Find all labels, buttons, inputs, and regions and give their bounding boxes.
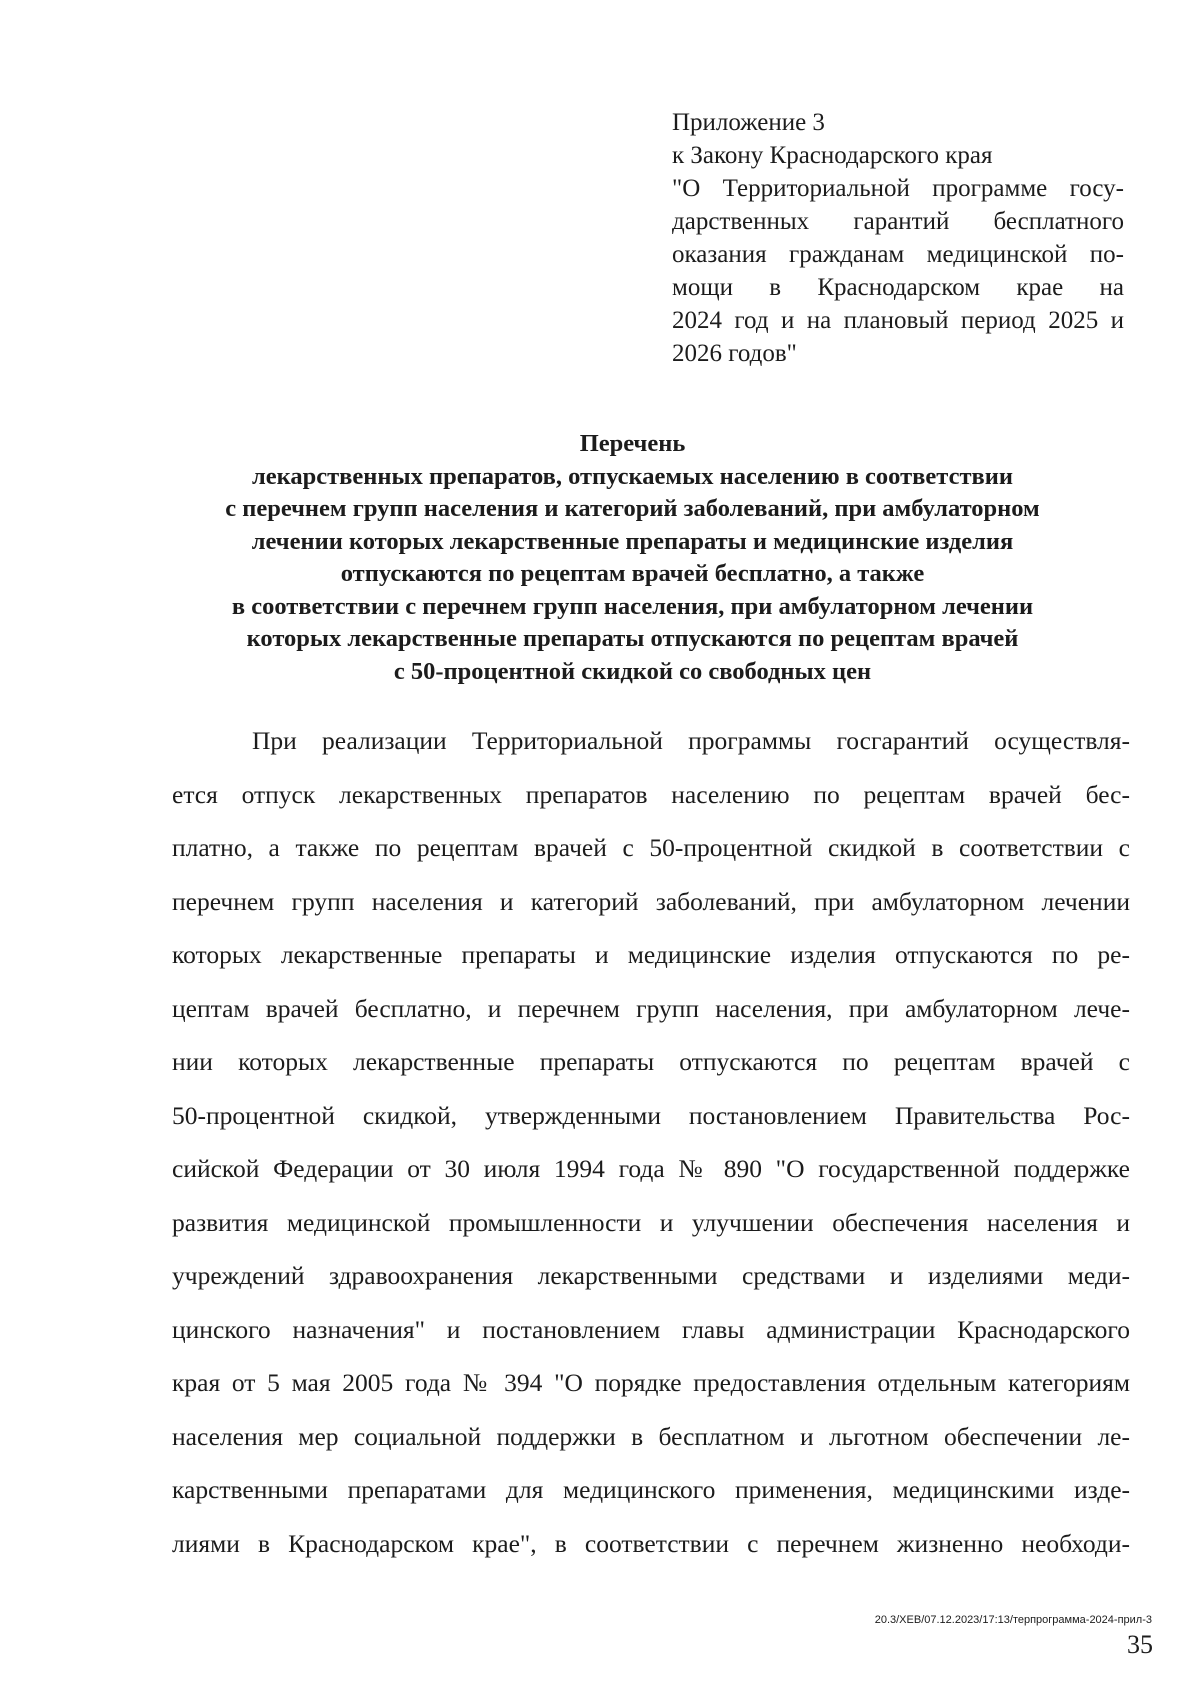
appendix-line: 2026 годов" — [672, 340, 797, 367]
document-code: 20.3/ХЕВ/07.12.2023/17:13/терпрограмма-2024-прил-3 — [874, 1614, 1152, 1626]
heading-line: отпускаются по рецептам врачей бесплатно, а также — [340, 560, 925, 587]
body-line: лиями в Краснодарском крае", в соответствии с перечнем жизненно необходи- — [172, 1528, 1130, 1558]
heading-line: с перечнем групп населения и категорий заболеваний, при амбулаторном — [225, 495, 1040, 522]
body-line: учреждений здравоохранения лекарственными средствами и изделиями меди- — [172, 1261, 1130, 1290]
body-line: развития медицинской промышленности и улучшении обеспечения населения и — [172, 1207, 1130, 1237]
heading-line: которых лекарственные препараты отпускаются по рецептам врачей — [246, 625, 1019, 652]
appendix-line: дарственных гарантий бесплатного — [672, 208, 1124, 235]
appendix-reference — [672, 106, 1124, 370]
appendix-line: "О Территориальной программе госу- — [672, 175, 1124, 202]
heading-line: лекарственных препаратов, отпускаемых населению в соответствии — [252, 462, 1013, 490]
body-paragraph — [172, 714, 1130, 1570]
body-line: сийской Федерации от 30 июля 1994 года № 890 "О государственной поддержке — [172, 1154, 1130, 1183]
body-line: карственными препаратами для медицинского применения, медицинскими изде- — [172, 1475, 1130, 1504]
body-line: При реализации Территориальной программы госгарантий осуществля- — [252, 726, 1130, 755]
body-line: 50-процентной скидкой, утвержденными постановлением Правительства Рос- — [172, 1100, 1130, 1130]
document-heading — [150, 428, 1115, 688]
body-line: перечнем групп населения и категорий заболеваний, при амбулаторном лечении — [172, 886, 1130, 916]
appendix-line: к Закону Краснодарского края — [672, 142, 993, 169]
body-line: которых лекарственные препараты и медицинские изделия отпускаются по ре- — [172, 940, 1130, 969]
heading-line: в соответствии с перечнем групп населения, при амбулаторном лечении — [231, 592, 1034, 620]
body-line: цинского назначения" и постановлением главы администрации Краснодарского — [172, 1314, 1130, 1344]
page-number: 35 — [1127, 1630, 1153, 1659]
body-line: населения мер социальной поддержки в бесплатном и льготном обеспечении ле- — [172, 1421, 1130, 1451]
body-line: края от 5 мая 2005 года № 394 "О порядке предоставления отдельным категориям — [172, 1368, 1130, 1397]
heading-title: Перечень — [579, 430, 686, 457]
appendix-line: 2024 год и на плановый период 2025 и — [672, 307, 1124, 334]
heading-line: с 50-процентной скидкой со свободных цен — [393, 657, 872, 685]
body-line: цептам врачей бесплатно, и перечнем групп населения, при амбулаторном лече- — [172, 993, 1130, 1023]
appendix-line: Приложение 3 — [672, 109, 825, 136]
appendix-line: мощи в Краснодарском крае на — [672, 274, 1124, 301]
body-line: платно, а также по рецептам врачей с 50-процентной скидкой в соответствии с — [172, 833, 1130, 862]
heading-line: лечении которых лекарственные препараты и медицинские изделия — [251, 527, 1014, 555]
appendix-line: оказания гражданам медицинской по- — [672, 241, 1124, 268]
body-line: нии которых лекарственные препараты отпускаются по рецептам врачей с — [172, 1047, 1130, 1076]
body-line: ется отпуск лекарственных препаратов населению по рецептам врачей бес- — [172, 779, 1130, 809]
